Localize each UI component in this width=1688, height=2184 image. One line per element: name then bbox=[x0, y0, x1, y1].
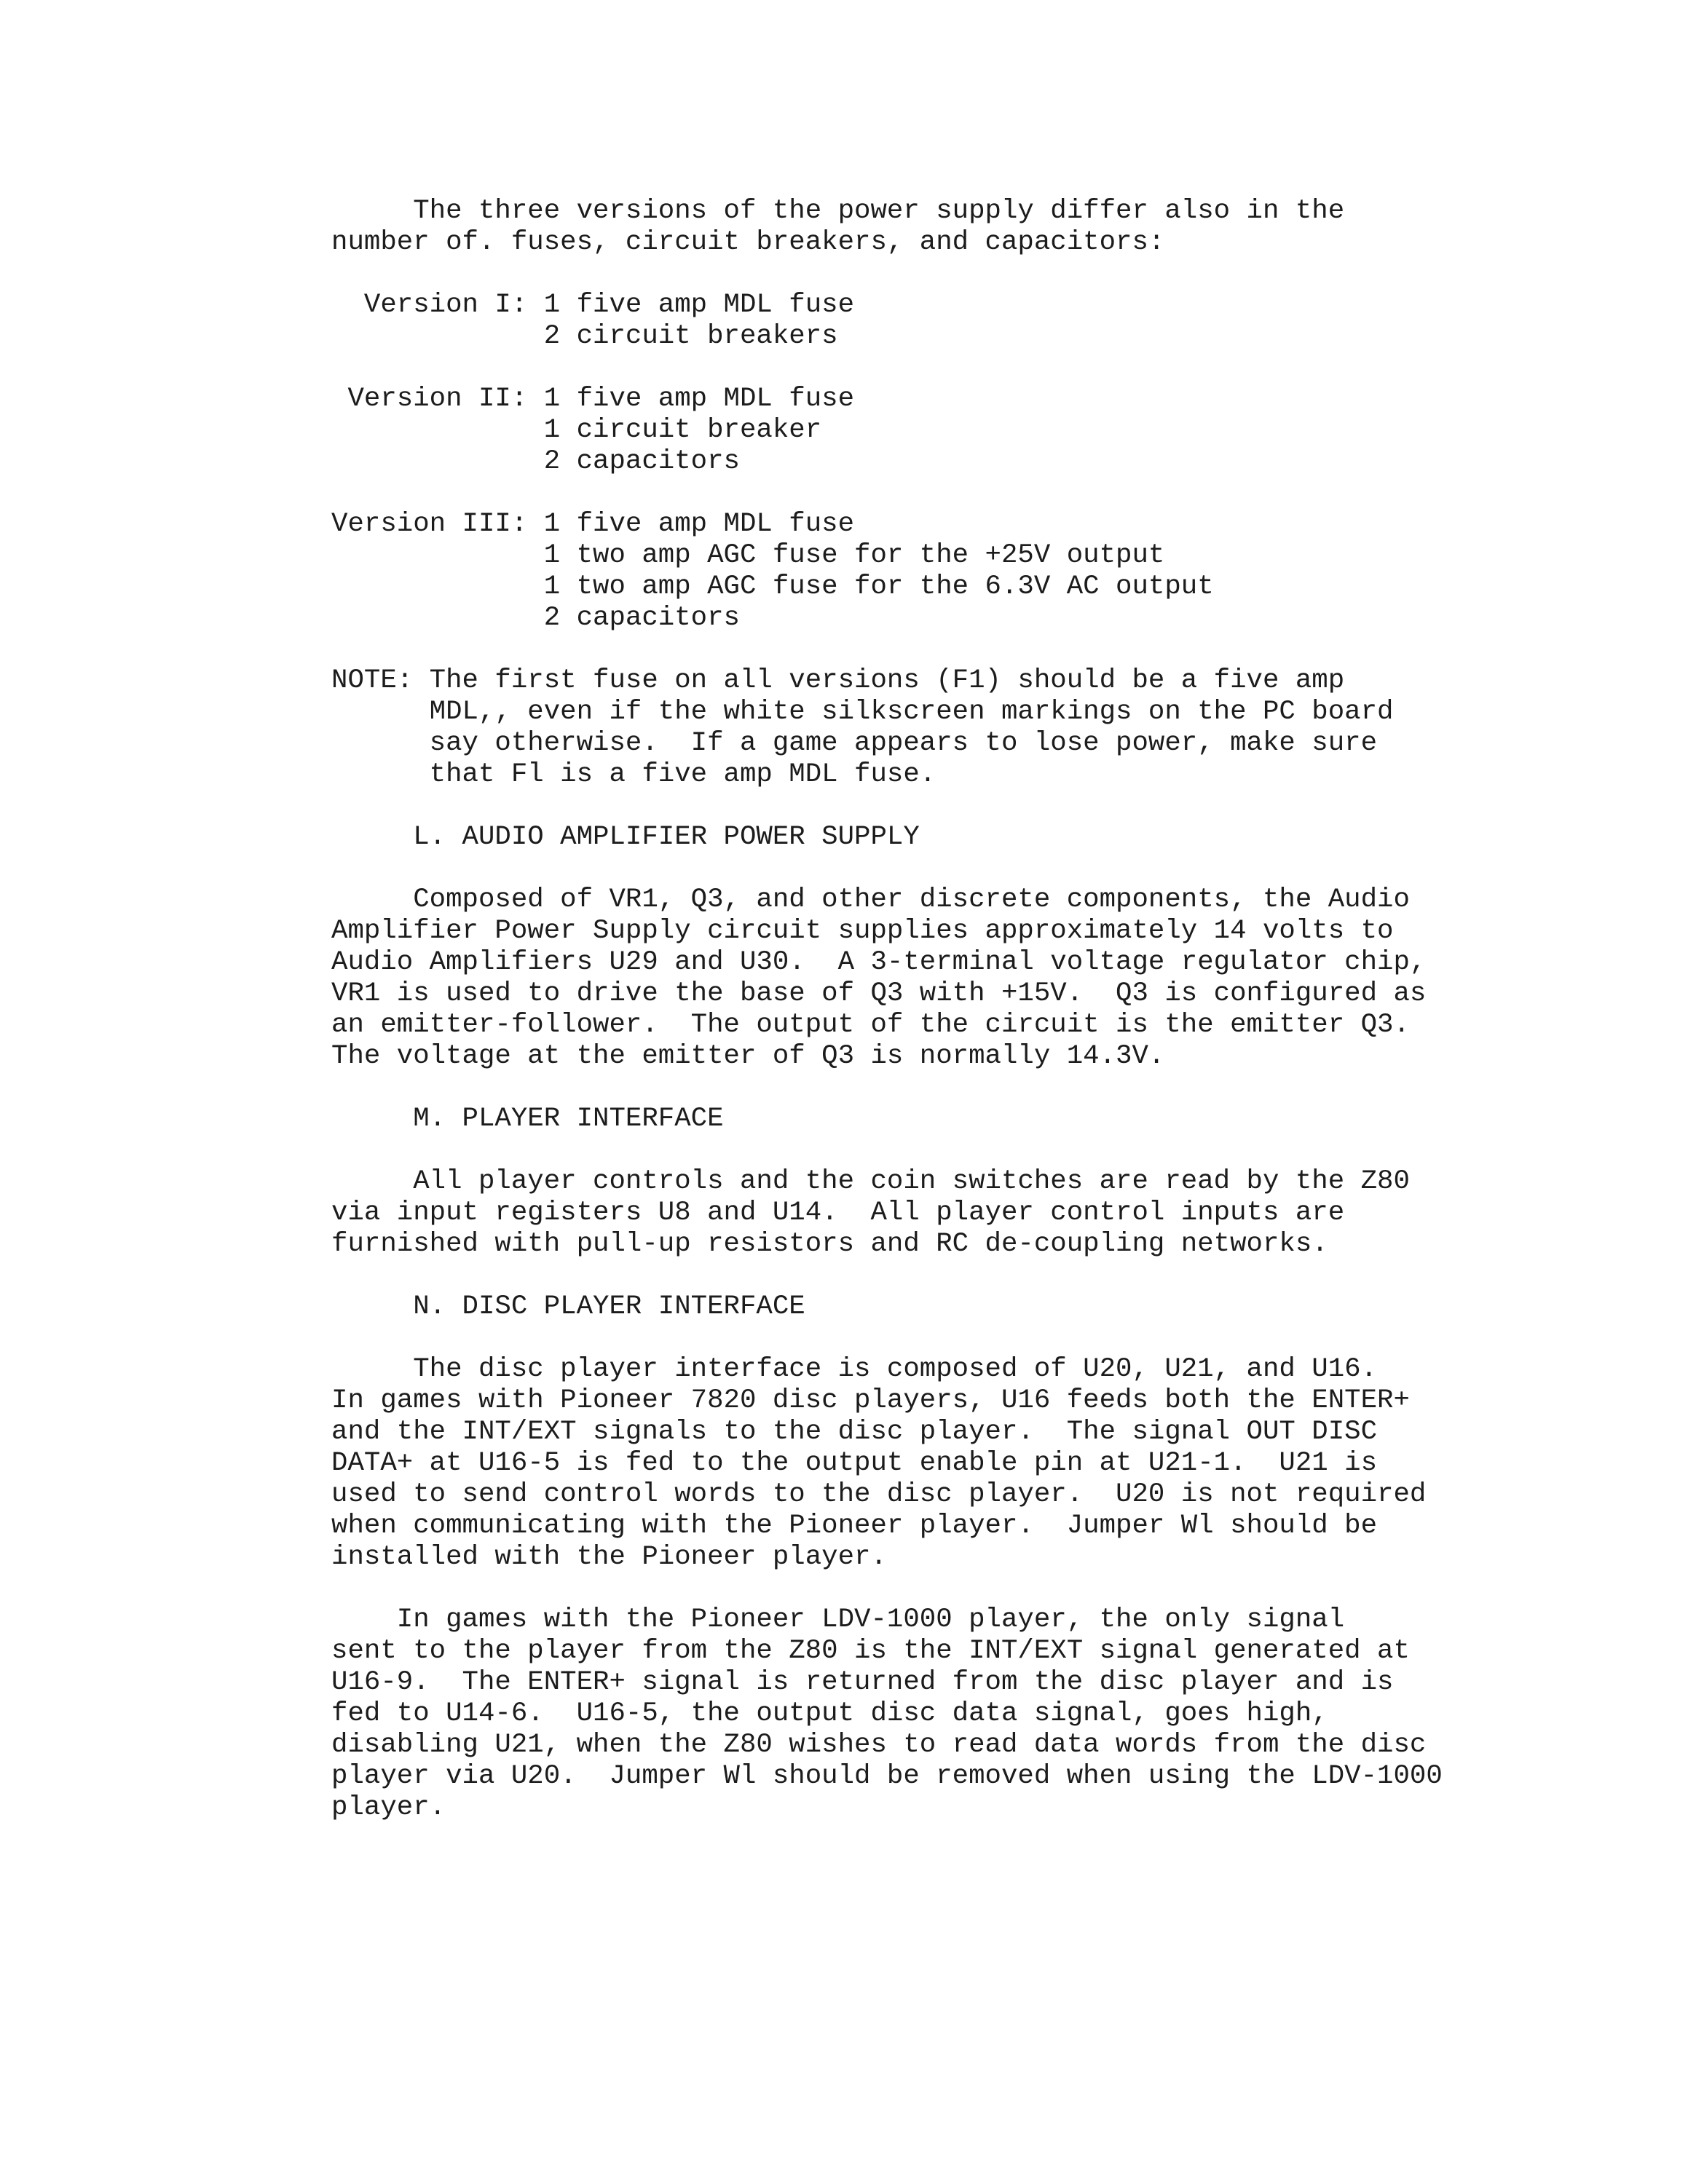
text-line: NOTE: The first fuse on all versions (F1) should be a five amp bbox=[331, 665, 1345, 696]
text-line: Audio Amplifiers U29 and U30. A 3-terminal voltage regulator chip, bbox=[331, 947, 1427, 978]
text-line: player. bbox=[331, 1792, 446, 1823]
text-line: and the INT/EXT signals to the disc player. The signal OUT DISC bbox=[331, 1417, 1378, 1447]
text-line: In games with the Pioneer LDV-1000 player, the only signal bbox=[331, 1605, 1345, 1635]
text-line: 1 two amp AGC fuse for the 6.3V AC output bbox=[331, 571, 1214, 602]
text-line: when communicating with the Pioneer player. Jumper Wl should be bbox=[331, 1511, 1378, 1541]
text-line: 2 circuit breakers bbox=[331, 321, 838, 352]
text-line: number of. fuses, circuit breakers, and capacitors: bbox=[331, 227, 1165, 258]
text-line: DATA+ at U16-5 is fed to the output enable pin at U21-1. U21 is bbox=[331, 1448, 1378, 1479]
text-line: VR1 is used to drive the base of Q3 with +15V. Q3 is configured as bbox=[331, 978, 1427, 1009]
text-line: installed with the Pioneer player. bbox=[331, 1542, 887, 1572]
text-line: Version II: 1 five amp MDL fuse bbox=[331, 384, 855, 414]
text-line: Version I: 1 five amp MDL fuse bbox=[331, 290, 855, 320]
text-line: used to send control words to the disc player. U20 is not required bbox=[331, 1479, 1427, 1510]
text-line: The voltage at the emitter of Q3 is normally 14.3V. bbox=[331, 1041, 1165, 1072]
text-line: via input registers U8 and U14. All player control inputs are bbox=[331, 1198, 1345, 1228]
text-line: The disc player interface is composed of U20, U21, and U16. bbox=[331, 1354, 1378, 1385]
text-line: Version III: 1 five amp MDL fuse bbox=[331, 509, 855, 539]
text-line: that Fl is a five amp MDL fuse. bbox=[331, 759, 936, 790]
text-line: The three versions of the power supply differ also in the bbox=[331, 196, 1345, 226]
text-line: Amplifier Power Supply circuit supplies approximately 14 volts to bbox=[331, 916, 1394, 946]
text-line: disabling U21, when the Z80 wishes to read data words from the disc bbox=[331, 1730, 1427, 1760]
text-line: All player controls and the coin switches are read by the Z80 bbox=[331, 1166, 1410, 1197]
text-line: 1 two amp AGC fuse for the +25V output bbox=[331, 540, 1165, 571]
text-line: 1 circuit breaker bbox=[331, 415, 822, 446]
section-heading: N. DISC PLAYER INTERFACE bbox=[331, 1291, 805, 1322]
text-line: 2 capacitors bbox=[331, 446, 740, 477]
section-heading: L. AUDIO AMPLIFIER POWER SUPPLY bbox=[331, 822, 920, 852]
text-line: 2 capacitors bbox=[331, 603, 740, 633]
text-line: player via U20. Jumper Wl should be removed when using the LDV-1000 bbox=[331, 1761, 1443, 1792]
text-line: U16-9. The ENTER+ signal is returned from the disc player and is bbox=[331, 1667, 1394, 1698]
text-line: an emitter-follower. The output of the circuit is the emitter Q3. bbox=[331, 1010, 1410, 1040]
section-heading: M. PLAYER INTERFACE bbox=[331, 1104, 724, 1134]
text-line: In games with Pioneer 7820 disc players, U16 feeds both the ENTER+ bbox=[331, 1385, 1410, 1416]
text-line: furnished with pull-up resistors and RC de-coupling networks. bbox=[331, 1229, 1328, 1259]
text-line: sent to the player from the Z80 is the INT/EXT signal generated at bbox=[331, 1636, 1410, 1666]
text-line: MDL,, even if the white silkscreen markings on the PC board bbox=[331, 697, 1394, 727]
text-line: fed to U14-6. U16-5, the output disc data signal, goes high, bbox=[331, 1698, 1328, 1729]
text-line: Composed of VR1, Q3, and other discrete components, the Audio bbox=[331, 885, 1410, 915]
text-line: say otherwise. If a game appears to lose power, make sure bbox=[331, 728, 1378, 759]
